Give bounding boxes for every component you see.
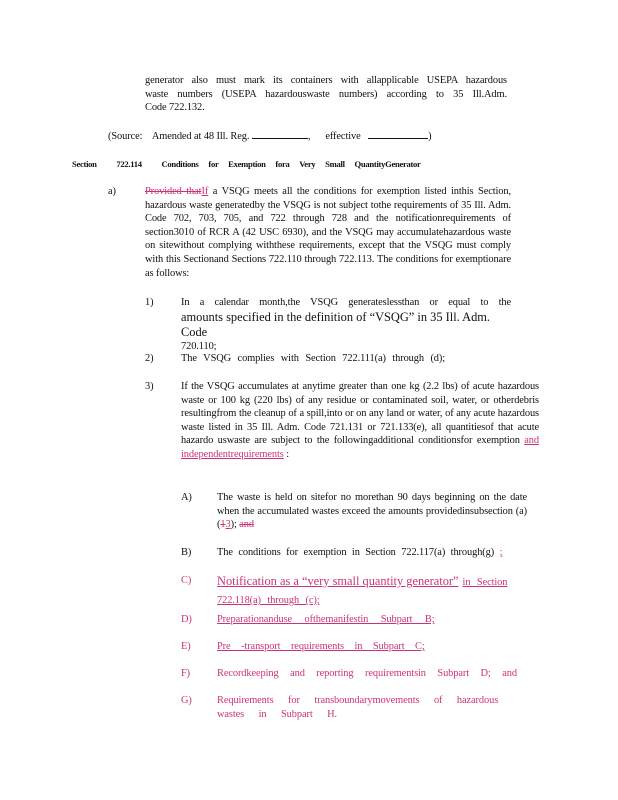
section-heading — [72, 158, 421, 172]
para-a-text: a VSQG meets all the conditions for exemption listed inthis Section, hazardous waste generatedby the VSQG is not subject tothe requirements of 35 Ill. Adm. Code 702, 703, 705, and 722 through 728 and the notificationrequirements of section3010 of RCR A (42 USC 6930), and the VSQG may accumulatehazardous waste on sitewithout complying withthese requirements, except that the VSQG must comply with this Sectionand Sections 722.110 through 722.113. The conditions for exemptionare as follows: — [145, 186, 511, 279]
source-note — [108, 129, 468, 144]
subitem-a-body — [217, 491, 527, 532]
item-label: 1) — [145, 297, 154, 308]
item-2-text: The VSQG complies with Section 722.111(a) through (d); — [181, 353, 446, 364]
subitem-label: E) — [181, 641, 191, 652]
item-1-body — [181, 296, 511, 353]
item-label: 2) — [145, 353, 154, 364]
subitem-d-text: Preparationanduse ofthemanifestin Subpart B; — [217, 614, 435, 625]
item-3-tail: : — [286, 448, 290, 460]
subitem-a-mid: ); — [230, 519, 237, 531]
deleted-text: and — [239, 519, 254, 531]
subitem-label: C) — [181, 575, 192, 586]
intro-line: waste numbers (USEPA hazardouswaste numbers) according to 35 Ill.Adm. — [145, 88, 507, 100]
item-1-line-large: amounts specified in the definition of “VSQG” in 35 Ill. Adm. Code — [181, 309, 491, 339]
subitem-f-text: Recordkeeping and reporting requirementsin Subpart D; and — [217, 668, 517, 679]
source-prefix: (Source: — [108, 131, 143, 142]
subitem-label: G) — [181, 695, 192, 706]
inserted-text: If — [201, 186, 209, 197]
subitem-b-text: The conditions for exemption in Section 722.117(a) through(g) — [217, 547, 495, 558]
inserted-text: Notification as a “very small quantity generator” — [217, 574, 459, 588]
subitem-g-text: Requirements for transboundarymovements of hazardous wastes in Subpart H. — [217, 695, 499, 720]
subitem-a-text: The waste is held on sitefor no morethan 90 days beginning on the date when the accumulated wastes exceed the amounts providedinsubsection (a)( — [217, 492, 527, 531]
subitem-label: B) — [181, 547, 192, 558]
intro-line: generator also must mark its containers with allapplicable USEPA hazardous — [145, 75, 507, 86]
effective-date-blank — [368, 129, 428, 139]
subitem-b-body — [217, 546, 537, 560]
inserted-text: ; — [499, 547, 503, 558]
item-3-body — [181, 380, 539, 462]
source-effective: effective — [325, 131, 361, 142]
intro-paragraph — [145, 74, 507, 115]
subitem-label: F) — [181, 668, 191, 679]
subitem-c-body — [217, 572, 527, 608]
deleted-text: 1 — [220, 519, 226, 531]
subitem-label: A) — [181, 492, 192, 503]
para-a-label: a) — [108, 186, 116, 197]
intro-line: Code 722.132. — [145, 102, 205, 114]
source-close: ) — [428, 131, 432, 142]
source-separator: , — [307, 131, 311, 142]
item-3-text: If the VSQG accumulates at anytime greater than one kg (2.2 lbs) of acute hazardous waste or 100 kg (220 lbs) of any residue or contaminated soil, water, or otherdebris resultingfrom the cleanup of a spill,into or on any land or water, of any acute hazardous waste listed in 35 Ill. Adm. Code 721.131 or 721.133(e), all quantitiesof that acute hazardo uswaste are subject to the followingadditional conditionsfor exemption — [181, 381, 539, 447]
section-number: 722.114 — [116, 159, 142, 169]
para-a-body — [145, 185, 511, 280]
source-amended: Amended at 48 Ill. Reg. — [151, 131, 250, 142]
subitem-label: D) — [181, 614, 192, 625]
inserted-text: in Section 722.118(a) through (c); — [217, 577, 508, 606]
item-1-line: In a calendar month,the VSQG generateslessthan or equal to the — [181, 297, 511, 308]
item-1-line: 720.110; — [181, 340, 217, 352]
section-label: Section — [72, 159, 97, 169]
deleted-text: Provided that — [145, 186, 202, 197]
inserted-text: and independentrequirements — [181, 435, 539, 460]
inserted-text: 3 — [225, 519, 231, 531]
item-label: 3) — [145, 381, 154, 392]
subitem-e-text: Pre -transport requirements in Subpart C; — [217, 641, 425, 652]
section-title: Conditions for Exemption fora Very Small QuantityGenerator — [161, 159, 421, 169]
register-volume-blank — [252, 129, 308, 139]
